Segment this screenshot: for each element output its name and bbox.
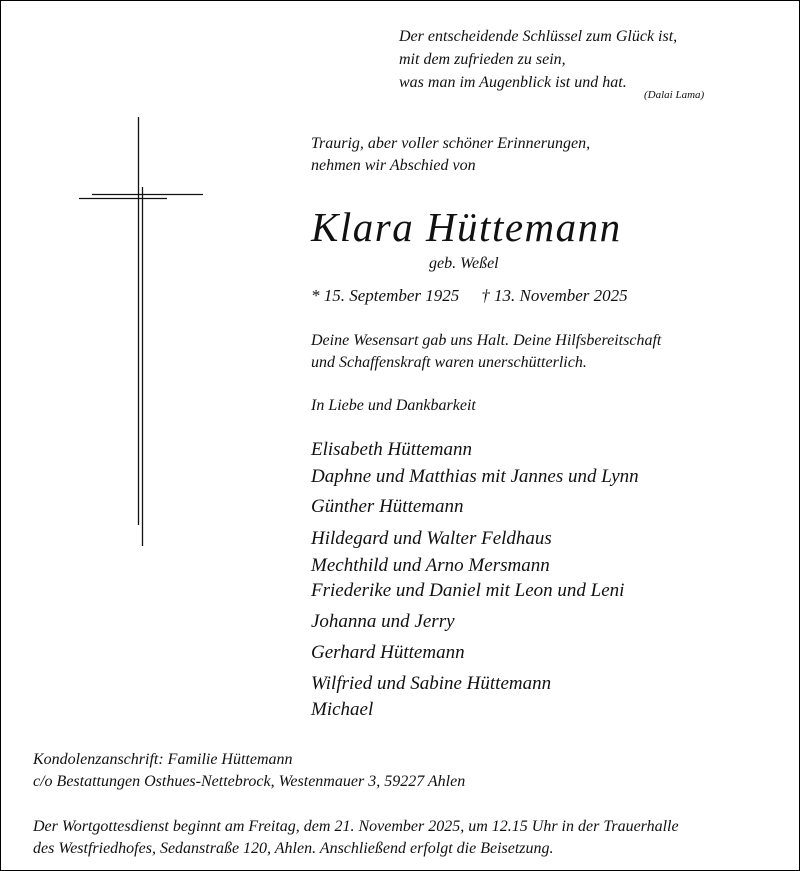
mourner-entry: Gerhard Hüttemann [311,642,465,663]
tribute-line: und Schaffenskraft waren unerschütterlich. [311,354,587,371]
mourner-entry: Hildegard und Walter Feldhaus [311,528,552,549]
intro-line: Traurig, aber voller schöner Erinnerungen, [311,135,591,152]
quote [399,25,677,94]
birth-date: * 15. September 1925 [311,286,460,305]
death-date: † 13. November 2025 [481,286,628,305]
tribute-line: Deine Wesensart gab uns Halt. Deine Hilfsbereitschaft [311,332,662,349]
mourner-entry: Elisabeth Hüttemann [311,439,472,460]
condolence-line: c/o Bestattungen Osthues-Nettebrock, Westenmauer 3, 59227 Ahlen [33,773,466,790]
quote-line: Der entscheidende Schlüssel zum Glück ist, [399,28,678,45]
condolence-line: Kondolenzanschrift: Familie Hüttemann [33,751,293,768]
quote-source: (Dalai Lama) [644,89,705,101]
mourner-entry: Günther Hüttemann [311,496,464,517]
quote-line: was man im Augenblick ist und hat. [399,74,627,91]
intro-text [311,133,590,177]
service-info [33,816,679,860]
service-line: Der Wortgottesdienst beginnt am Freitag, dem 21. November 2025, um 12.15 Uhr in der Trauerhalle [33,818,679,835]
mourner-entry: Wilfried und Sabine Hüttemann [311,673,552,694]
birth-name: geb. Weßel [429,255,499,272]
mourner-entry: Mechthild und Arno Mersmann [311,555,550,576]
mourner-entry: Friederike und Daniel mit Leon und Leni [311,580,625,601]
thanks-line: In Liebe und Dankbarkeit [311,397,476,414]
intro-line: nehmen wir Abschied von [311,157,476,174]
life-dates [311,286,628,306]
mourner-entry: Daphne und Matthias mit Jannes und Lynn [311,466,639,487]
deceased-name: Klara Hüttemann [311,204,622,250]
service-line: des Westfriedhofes, Sedanstraße 120, Ahlen. Anschließend erfolgt die Beisetzung. [33,840,554,857]
mourner-entry: Michael [311,699,374,720]
quote-line: mit dem zufrieden zu sein, [399,51,566,68]
condolence-address [33,749,465,793]
tribute-text [311,330,661,374]
mourner-entry: Johanna und Jerry [311,611,455,632]
cross-icon [1,1,221,561]
